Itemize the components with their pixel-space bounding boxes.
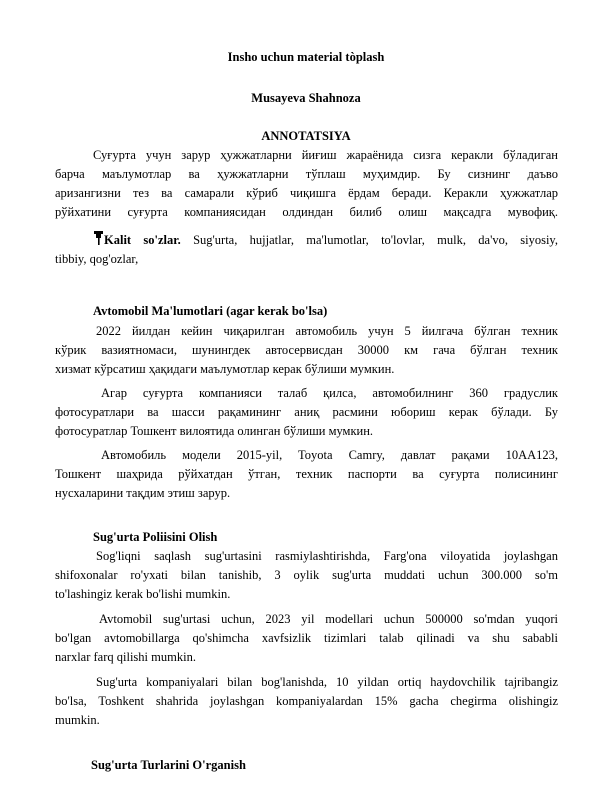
paragraph-line: Агар суғурта компанияси талаб қилса, автомобилнинг 360 градуслик xyxy=(101,386,558,400)
annotation-line: аризангизни тез ва самарали кўриб чиқишга ёрдам беради. Керакли ҳужжатлар xyxy=(55,186,558,200)
vehicle-paragraph-3 xyxy=(55,446,558,503)
keywords-paragraph xyxy=(55,231,558,269)
keywords-label: Kalit so'zlar. xyxy=(104,233,181,247)
paragraph-line: to'lashingiz kerak bo'lishi mumkin. xyxy=(55,587,231,601)
paragraph-line: Avtomobil sug'urtasi uchun, 2023 yil modellari uchun 500000 so'mdan yuqori xyxy=(99,612,558,626)
paragraph-line: 2022 йилдан кейин чиқарилган автомобиль учун 5 йилгача бўлган техник xyxy=(96,324,558,338)
section-heading-vehicle: Avtomobil Ma'lumotlari (agar kerak bo'lsa) xyxy=(93,304,328,318)
annotation-line: рўйхатини суғурта компаниясидан олдиндан билиб олиш мақсадга мувофиқ. xyxy=(55,205,558,219)
pin-icon xyxy=(93,231,104,245)
paragraph-line: mumkin. xyxy=(55,713,100,727)
vehicle-paragraph-1 xyxy=(55,322,558,379)
paragraph-line: нусхаларини тақдим этиш зарур. xyxy=(55,486,231,500)
paragraph-line: bo'lsa, Toshkent shahrida joylashgan kompaniyalardan 15% gacha chegirma olishingiz xyxy=(55,694,558,708)
keywords-line xyxy=(55,231,558,250)
paragraph-line: фотосуратлар Тошкент вилоятида олинган бўлиши мумкин. xyxy=(55,424,374,438)
paragraph-line: фотосуратлари ва шасси рақамининг аниқ расмини юбориш керак бўлади. Бу xyxy=(55,405,558,419)
paragraph-line: Sog'liqni saqlash sug'urtasini rasmiylashtirishda, Farg'ona viloyatida joylashgan xyxy=(96,549,558,563)
paragraph-line: shifoxonalar ro'yxati bilan tanishib, 3 oylik sug'urta muddati uchun 300.000 so'm xyxy=(55,568,558,582)
policy-paragraph-3 xyxy=(55,673,558,730)
document-author: Musayeva Shahnoza xyxy=(251,91,361,105)
keywords-list: Sug'urta, hujjatlar, ma'lumotlar, to'lovlar, mulk, da'vo, siyosiy, xyxy=(193,233,558,247)
annotation-paragraph xyxy=(55,146,558,222)
paragraph-line: Тошкент шаҳрида рўйхатдан ўтган, техник паспорти ва суғурта полисининг xyxy=(55,467,558,481)
annotation-label: ANNOTATSIYA xyxy=(261,129,351,143)
paragraph-line: хизмат кўрсатиш ҳақидаги маълумотлар керак бўлиши мумкин. xyxy=(55,362,395,376)
paragraph-line: кўрик вазиятномаси, шунингдек автосервисдан 30000 км гача бўлган техник xyxy=(55,343,558,357)
paragraph-line: bo'lgan avtomobillarga qo'shimcha xavfsizlik tizimlari talab qilinadi va shu sababli xyxy=(55,631,558,645)
paragraph-line: narxlar farq qilishi mumkin. xyxy=(55,650,196,664)
annotation-line: Суғурта учун зарур ҳужжатларни йиғиш жараёнида сизга керакли бўладиган xyxy=(93,148,558,162)
keywords-line: tibbiy, qog'ozlar, xyxy=(55,252,139,266)
annotation-line: барча маълумотлар ва ҳужжатларни тўплаш муҳимдир. Бу сизнинг даъво xyxy=(55,167,558,181)
section-heading-types: Sug'urta Turlarini O'rganish xyxy=(91,758,246,772)
policy-paragraph-1 xyxy=(55,547,558,604)
annotation-heading xyxy=(0,129,612,144)
vehicle-paragraph-2 xyxy=(55,384,558,441)
section-heading-policy: Sug'urta Poliisini Olish xyxy=(93,530,218,544)
policy-paragraph-2 xyxy=(55,610,558,667)
paragraph-line: Sug'urta kompaniyalari bilan bog'lanishda, 10 yildan ortiq haydovchilik tajribangiz xyxy=(96,675,558,689)
paragraph-line: Автомобиль модели 2015-yil, Toyota Camry, давлат рақами 10AA123, xyxy=(101,448,558,462)
document-title: Insho uchun material tòplash xyxy=(227,50,385,64)
